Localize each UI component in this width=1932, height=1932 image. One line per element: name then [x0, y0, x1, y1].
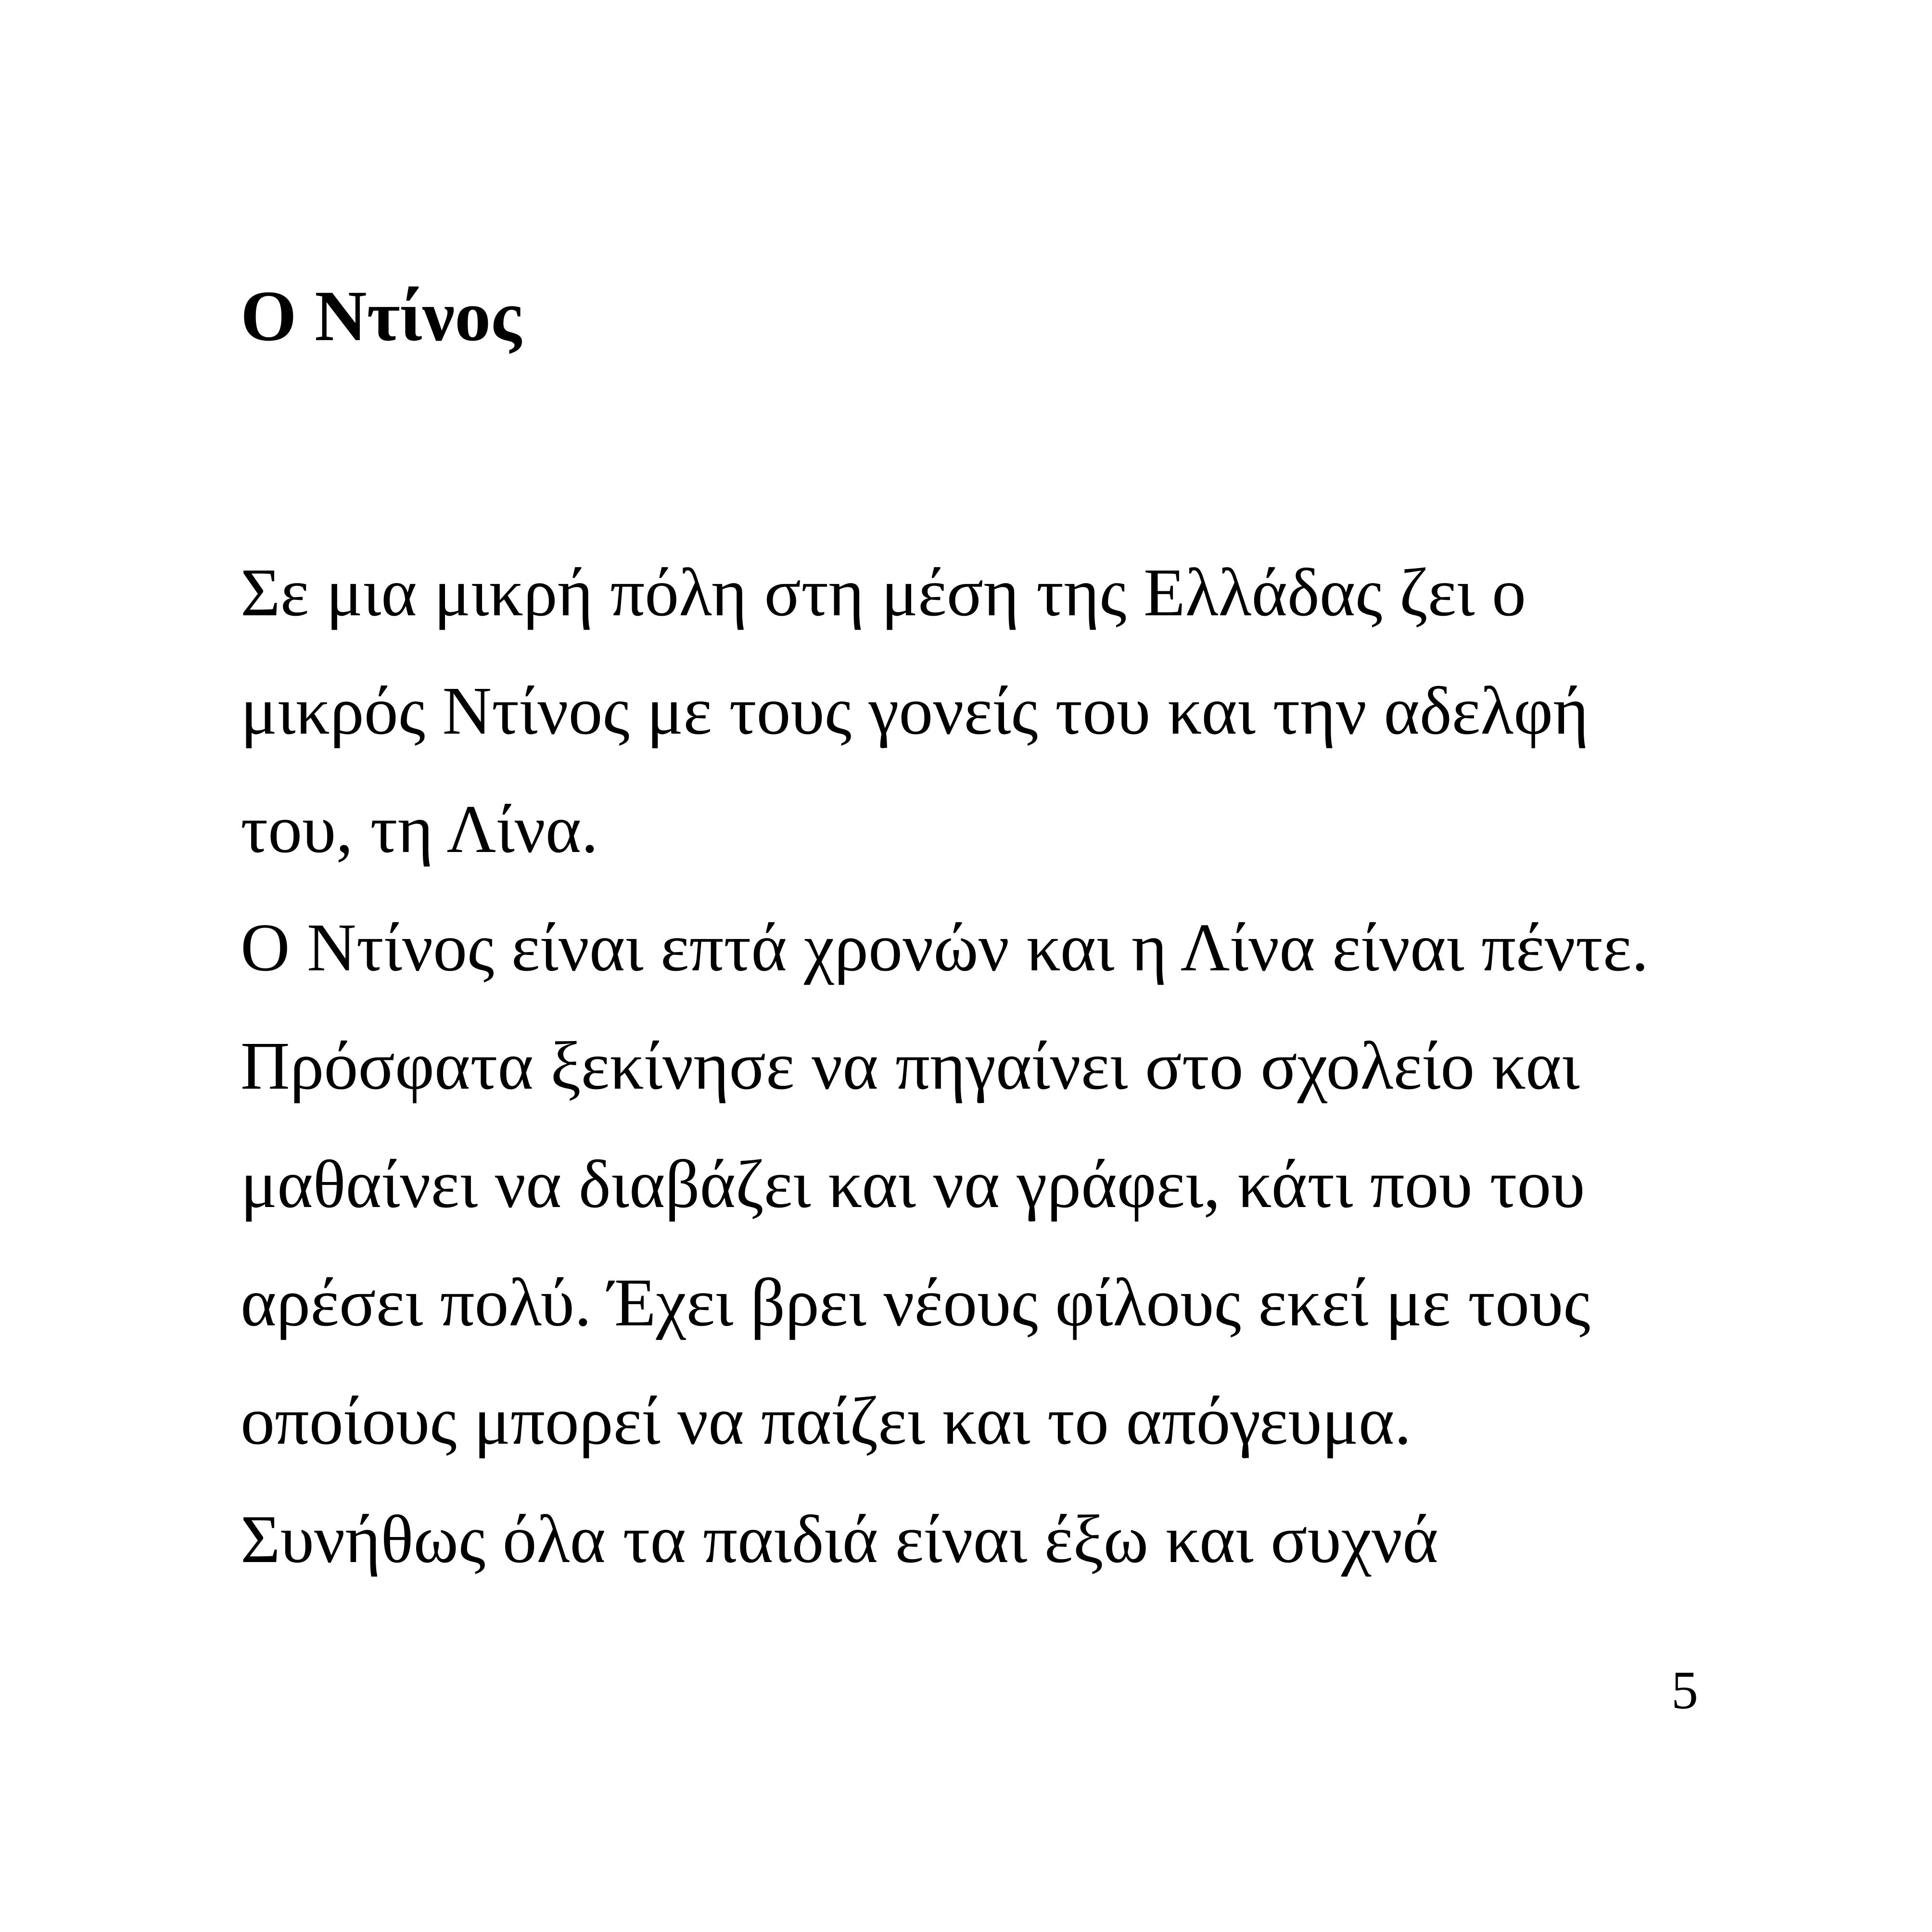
text-line: μικρός Ντίνος με τους γονείς του και την αδελφή — [241, 673, 1589, 749]
text-line: αρέσει πολύ. Έχει βρει νέους φίλους εκεί με τους — [241, 1264, 1590, 1340]
text-line: Συνήθως όλα τα παιδιά είναι έξω και συχνά — [241, 1501, 1438, 1577]
body-text — [241, 533, 1649, 1598]
text-line: Πρόσφατα ξεκίνησε να πηγαίνει στο σχολείο και — [241, 1028, 1580, 1104]
chapter-title: Ο Ντίνος — [241, 276, 521, 356]
text-line: οποίους μπορεί να παίζει και το απόγευμα. — [241, 1383, 1411, 1459]
page-number: 5 — [1671, 1661, 1698, 1720]
text-line: Ο Ντίνος είναι επτά χρονών και η Λίνα είναι πέντε. — [241, 909, 1649, 985]
text-line: Σε μια μικρή πόλη στη μέση της Ελλάδας ζει ο — [241, 554, 1526, 630]
text-line: μαθαίνει να διαβάζει και να γράφει, κάτι που του — [241, 1146, 1585, 1222]
text-line: του, τη Λίνα. — [241, 791, 598, 867]
